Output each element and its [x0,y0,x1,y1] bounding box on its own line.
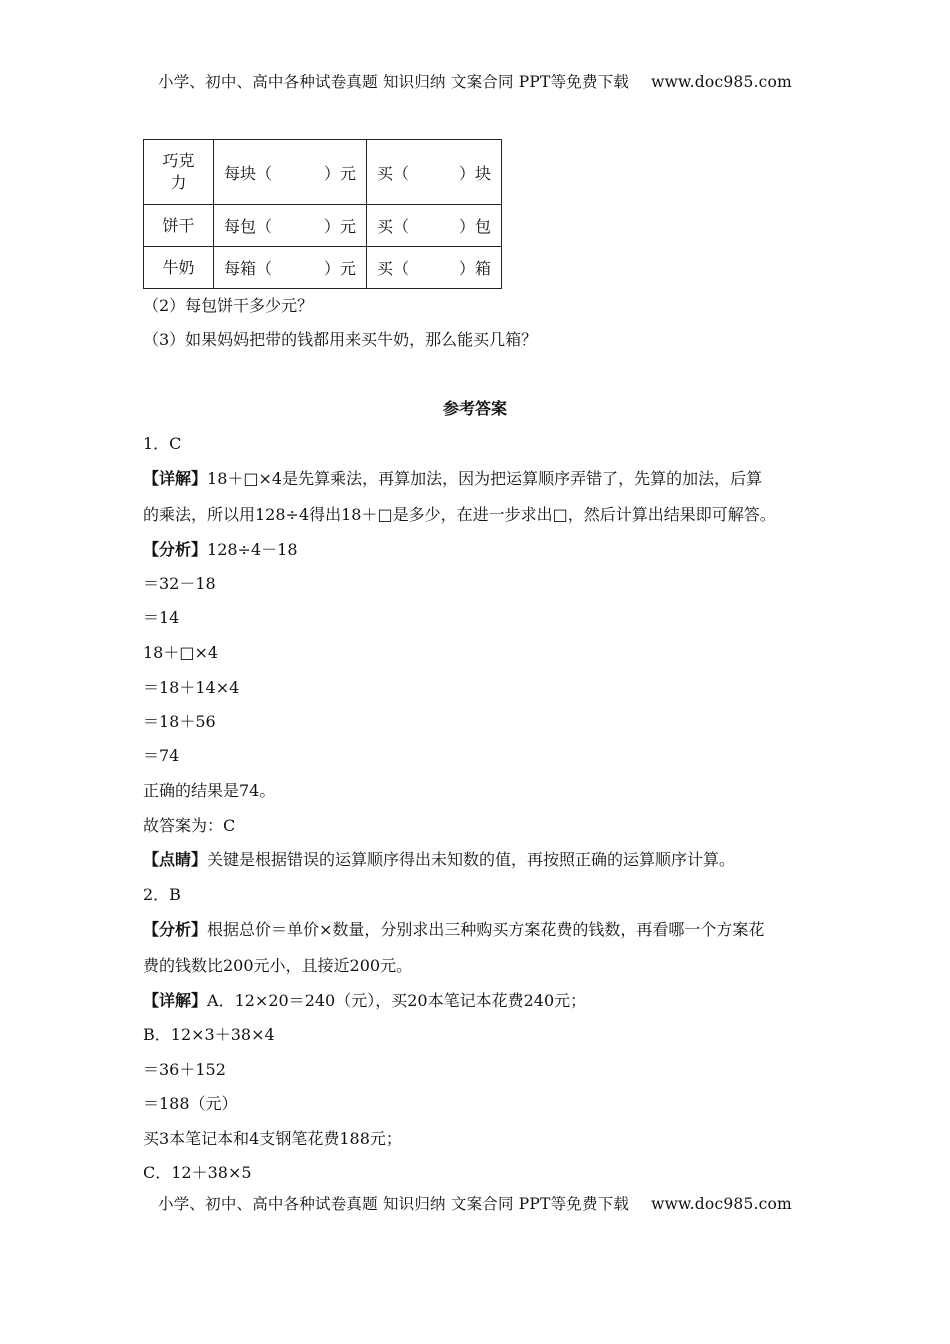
page-header [0,70,950,92]
item-name-cell: 牛奶 [144,247,214,289]
answers-title: 参考答案 [442,399,507,418]
answer-1-final: 故答案为：C [143,816,236,835]
calc-step: C．12＋38×5 [143,1163,252,1182]
table-row [144,140,502,205]
price-cell: 每包（ ）元 [214,205,367,247]
calc-step: 买3本笔记本和4支钢笔花费188元； [143,1129,402,1148]
goods-table [143,139,502,289]
item-name-cell: 巧克力 [144,140,214,205]
price-cell: 每块（ ）元 [214,140,367,205]
calc-step: ＝14 [143,608,180,627]
answer-2-label: 2．B [143,885,181,904]
footer-text: 小学、初中、高中各种试卷真题 知识归纳 文案合同 PPT等免费下载 [158,1195,630,1213]
answer-1-analysis: 【分析】128÷4－18 [143,540,298,559]
table-row [144,247,502,289]
answer-1-tip: 【点睛】关键是根据错误的运算顺序得出未知数的值，再按照正确的运算顺序计算。 [143,850,736,869]
price-cell: 每箱（ ）元 [214,247,367,289]
question-3: （3）如果妈妈把带的钱都用来买牛奶，那么能买几箱？ [143,330,538,349]
calc-step: B．12×3＋38×4 [143,1025,275,1044]
answer-1-result: 正确的结果是74。 [143,781,276,800]
item-name-cell: 饼干 [144,205,214,247]
answer-1-label: 1．C [143,434,182,453]
answer-2-analysis-cont: 费的钱数比200元小，且接近200元。 [143,956,413,975]
footer-site: www.doc985.com [651,1195,792,1213]
header-site: www.doc985.com [651,73,792,91]
calc-step: ＝74 [143,746,180,765]
calc-step: 18＋□×4 [143,643,219,662]
answer-1-detail: 【详解】18＋□×4是先算乘法，再算加法，因为把运算顺序弄错了，先算的加法，后算 [143,469,763,488]
quantity-cell: 买（ ）箱 [367,247,502,289]
calc-step: ＝18＋14×4 [143,678,240,697]
quantity-cell: 买（ ）块 [367,140,502,205]
page-footer [0,1192,950,1214]
header-text: 小学、初中、高中各种试卷真题 知识归纳 文案合同 PPT等免费下载 [158,73,630,91]
answer-1-detail-cont: 的乘法，所以用128÷4得出18＋□是多少，在进一步求出□，然后计算出结果即可解答。 [143,505,776,524]
calc-step: ＝18＋56 [143,712,216,731]
table-row [144,205,502,247]
calc-step: ＝32－18 [143,574,216,593]
quantity-cell: 买（ ）包 [367,205,502,247]
calc-step: ＝36＋152 [143,1060,226,1079]
answer-2-detail: 【详解】A．12×20＝240（元），买20本笔记本花费240元； [143,991,587,1010]
calc-step: ＝188（元） [143,1094,238,1113]
answer-2-analysis: 【分析】根据总价＝单价×数量，分别求出三种购买方案花费的钱数，再看哪一个方案花 [143,920,765,939]
question-2: （2）每包饼干多少元？ [143,296,314,315]
